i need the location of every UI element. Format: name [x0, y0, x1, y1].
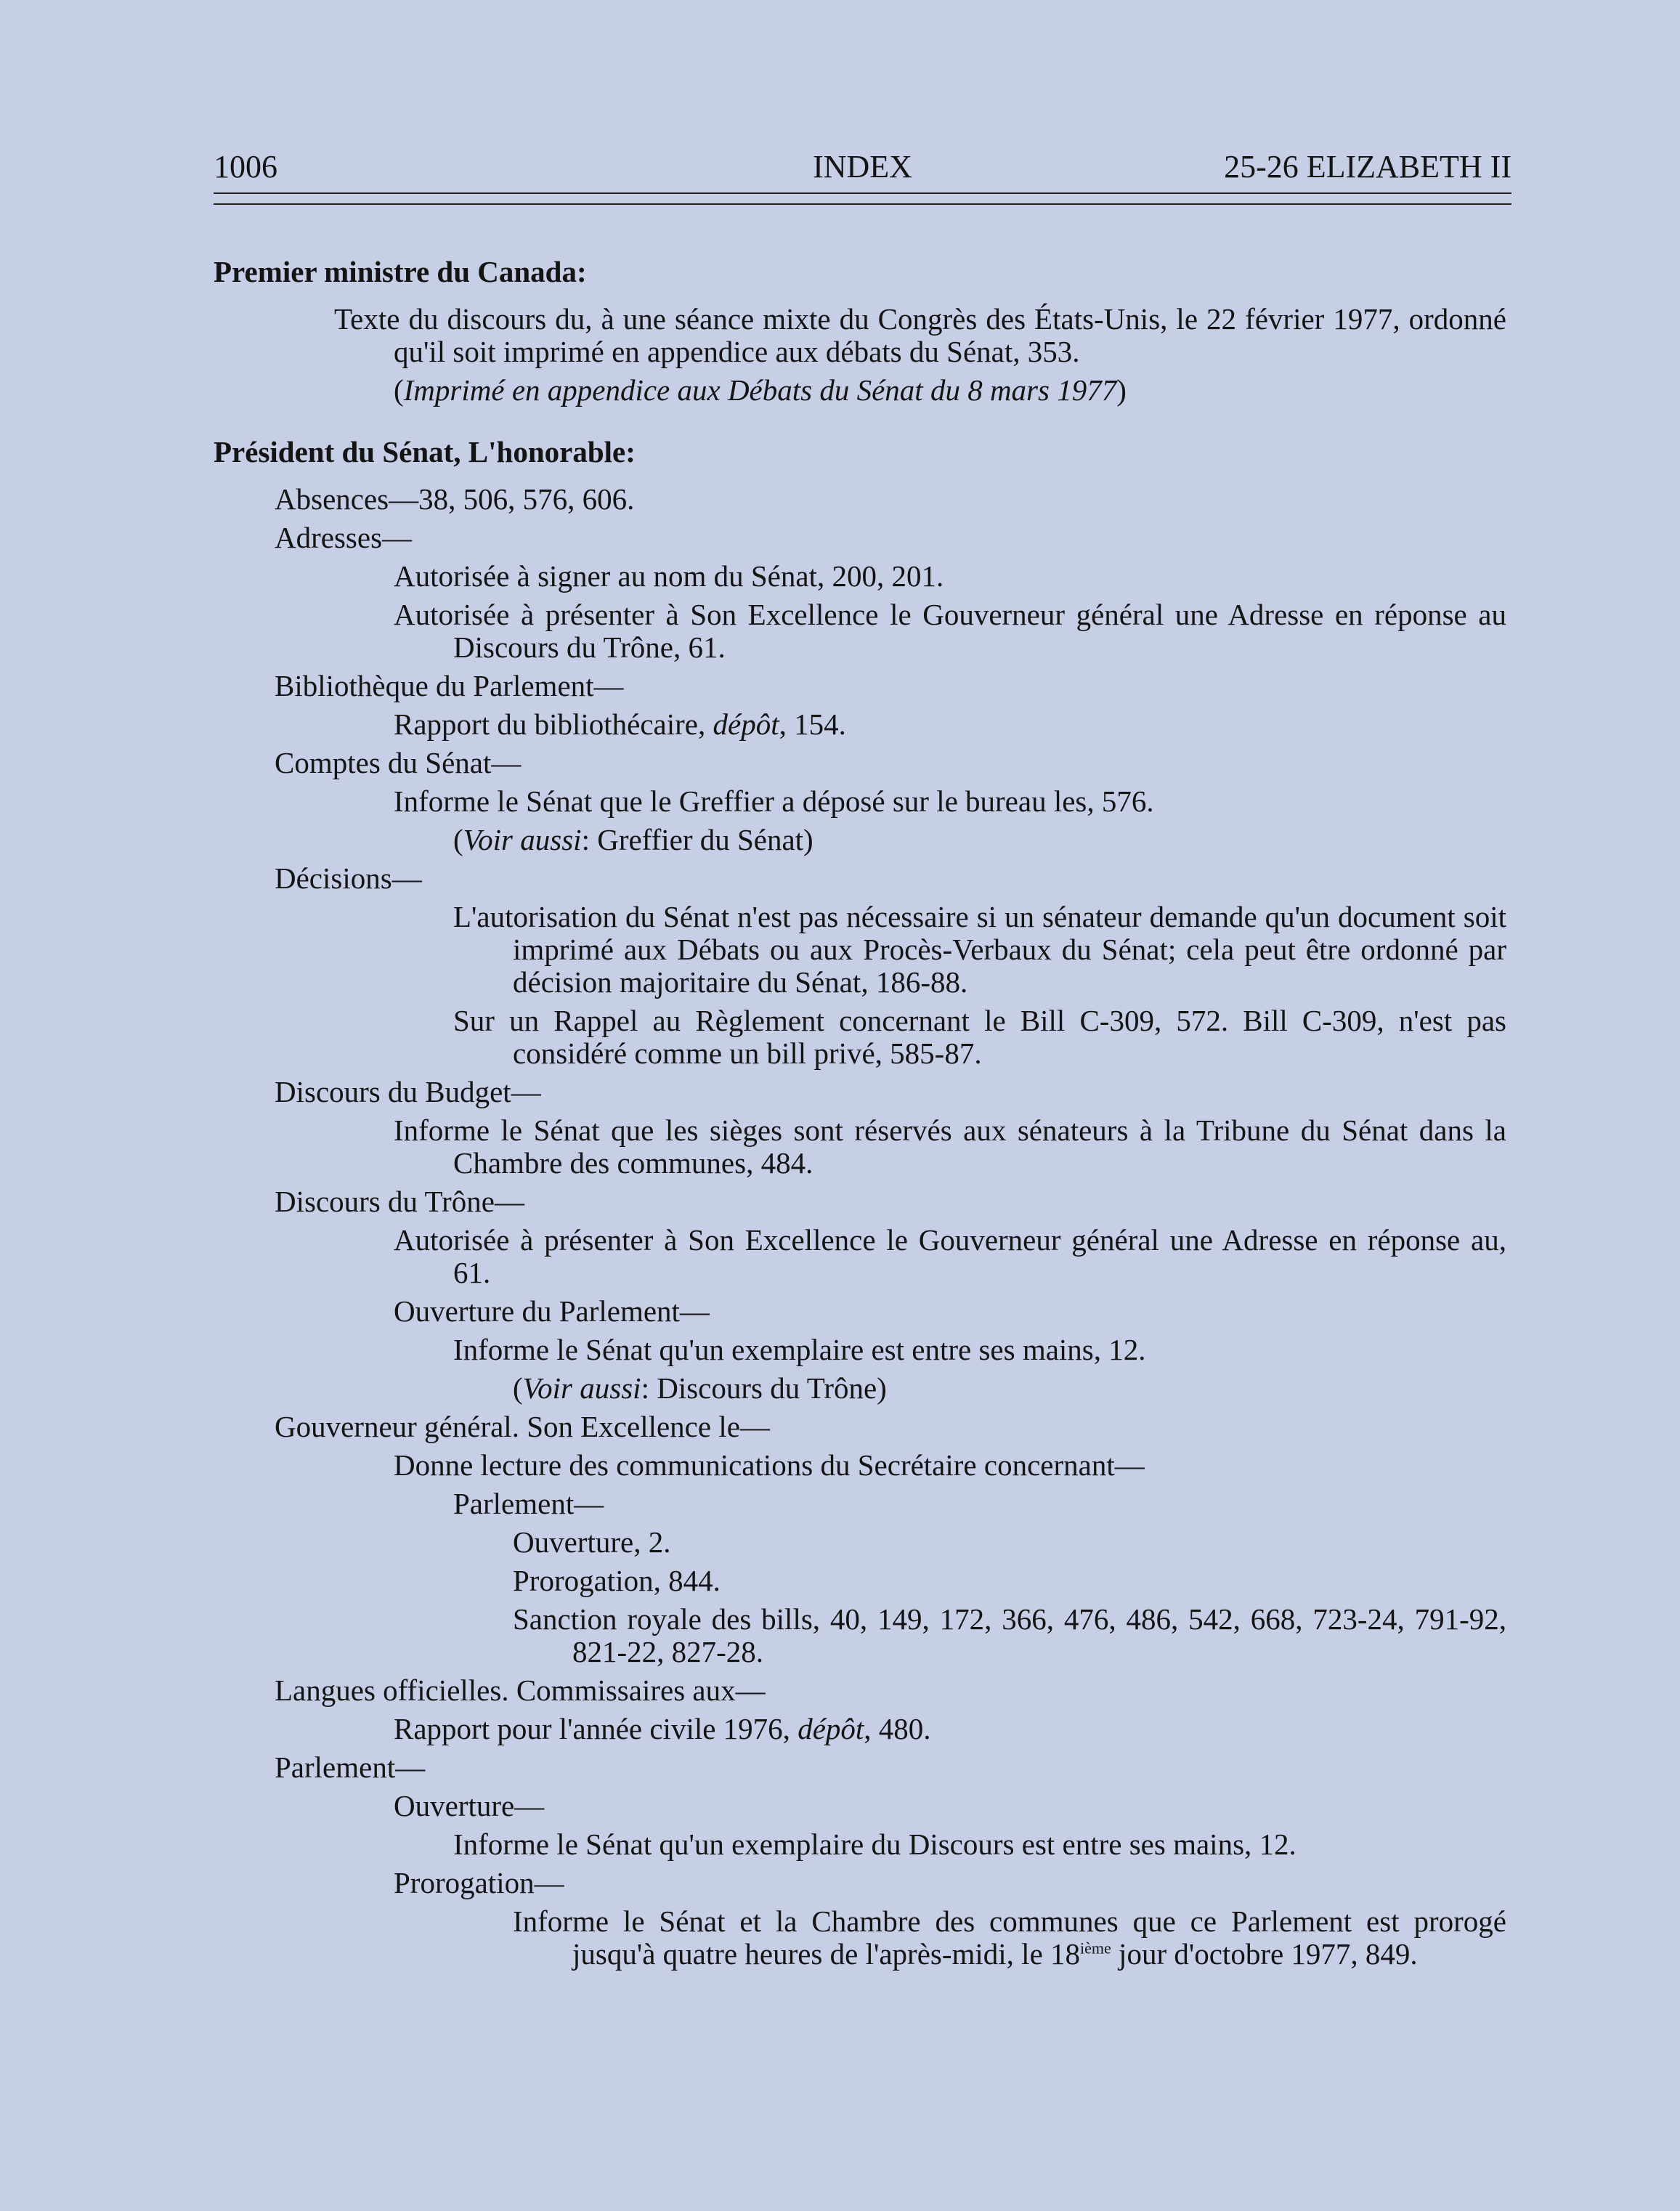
entry-parlement-ouverture-informe: Informe le Sénat qu'un exemplaire du Discours est entre ses mains, 12. — [453, 1827, 1296, 1861]
text-part: , 480. — [864, 1712, 931, 1745]
entry-trone-voir — [214, 1372, 1506, 1405]
text-part: : Discours du Trône) — [641, 1371, 887, 1405]
text-part: Rapport pour l'année civile 1976, — [394, 1712, 798, 1745]
entry-trone-ouverture-informe: Informe le Sénat qu'un exemplaire est entre ses mains, 12. — [453, 1333, 1146, 1366]
text-part: jour d'octobre 1977, 849. — [1111, 1937, 1418, 1971]
entry-parlement-ouverture: Ouverture— — [394, 1789, 545, 1822]
entry-budget-informe: Informe le Sénat que les sièges sont réservés aux sénateurs à la Tribune du Sénat dans la Chambre des communes, 484. — [394, 1113, 1506, 1180]
entry-gouverneur-parlement: Parlement— — [453, 1487, 604, 1520]
entry-langues: Langues officielles. Commissaires aux— — [275, 1674, 766, 1707]
heading-premier-ministre: Premier ministre du Canada: — [214, 255, 587, 288]
regnal-year: 25-26 ELIZABETH II — [1224, 149, 1511, 184]
entry-trone: Discours du Trône— — [275, 1185, 524, 1218]
entry-adresses: Adresses— — [275, 521, 413, 554]
superscript: ième — [1080, 1939, 1111, 1958]
entry-adresses-presenter: Autorisée à présenter à Son Excellence le Gouverneur général une Adresse en réponse au Discours du Trône, 61. — [394, 598, 1506, 664]
entry-parlement-prorogation-informe — [214, 1905, 1506, 1971]
paren-close: ) — [1116, 373, 1127, 407]
text-part: , 154. — [779, 707, 846, 741]
entry-texte-discours: Texte du discours du, à une séance mixte du Congrès des États-Unis, le 22 février 1977, ordonné qu'il soit imprimé en appendice aux débats du Sénat, 353. — [334, 302, 1506, 368]
entry-budget: Discours du Budget— — [275, 1075, 541, 1108]
entry-adresses-signer: Autorisée à signer au nom du Sénat, 200, 201. — [394, 559, 944, 593]
paren-open: ( — [394, 373, 404, 407]
heading-president-senat: Président du Sénat, L'honorable: — [214, 435, 636, 468]
entry-comptes: Comptes du Sénat— — [275, 746, 522, 779]
note-italic: Imprimé en appendice aux Débats du Sénat du 8 mars 1977 — [403, 373, 1117, 407]
text-part: Rapport du bibliothécaire, — [394, 707, 713, 741]
entry-comptes-informe: Informe le Sénat que le Greffier a déposé sur le bureau les, 576. — [394, 784, 1154, 818]
entry-gouverneur-ouverture: Ouverture, 2. — [513, 1525, 671, 1559]
entry-gouverneur-sanction: Sanction royale des bills, 40, 149, 172, 366, 476, 486, 542, 668, 723-24, 791-92, 821-22, 827-28. — [513, 1602, 1506, 1668]
entry-bibliotheque: Bibliothèque du Parlement— — [275, 669, 624, 702]
entry-absences: Absences—38, 506, 576, 606. — [275, 482, 635, 516]
entry-gouverneur-donne: Donne lecture des communications du Secrétaire concernant— — [394, 1448, 1145, 1482]
entry-trone-autorisee: Autorisée à présenter à Son Excellence le Gouverneur général une Adresse en réponse au, 61. — [394, 1223, 1506, 1289]
paren-open: ( — [513, 1371, 523, 1405]
entry-langues-rapport — [214, 1713, 1506, 1745]
entry-decisions: Décisions— — [275, 861, 422, 895]
text-part: Informe le Sénat et la Chambre des communes que ce Parlement est prorogé jusqu'à quatre heures de l'après-midi, le 18 — [513, 1904, 1506, 1971]
paren-open: ( — [453, 823, 463, 856]
entry-trone-ouverture: Ouverture du Parlement— — [394, 1294, 710, 1328]
entry-bibliotheque-rapport — [214, 708, 1506, 741]
entry-parlement: Parlement— — [275, 1750, 426, 1784]
entry-gouverneur: Gouverneur général. Son Excellence le— — [275, 1410, 770, 1443]
entry-parlement-prorogation: Prorogation— — [394, 1866, 564, 1899]
entry-comptes-voir — [214, 824, 1506, 856]
text-italic: Voir aussi — [463, 823, 582, 856]
entry-imprime-note — [214, 374, 1506, 407]
text-italic: dépôt — [798, 1712, 864, 1745]
header-rule-top — [214, 192, 1511, 194]
entry-decisions-autorisation: L'autorisation du Sénat n'est pas nécessaire si un sénateur demande qu'un document soit imprimé aux Débats ou aux Procès-Verbaux du Sénat; cela peut être ordonné par décision majoritaire du Sénat, 186-88. — [453, 900, 1506, 999]
text-italic: dépôt — [713, 707, 779, 741]
index-content — [214, 256, 1506, 1976]
running-head — [214, 148, 1511, 192]
entry-decisions-rappel: Sur un Rappel au Règlement concernant le Bill C-309, 572. Bill C-309, n'est pas considéré comme un bill privé, 585-87. — [453, 1004, 1506, 1070]
entry-gouverneur-prorogation: Prorogation, 844. — [513, 1564, 721, 1597]
text-part: : Greffier du Sénat) — [581, 823, 813, 856]
page-title: INDEX — [813, 149, 912, 184]
header-rule-bottom — [214, 203, 1511, 205]
text-italic: Voir aussi — [522, 1371, 641, 1405]
page-number: 1006 — [214, 149, 277, 184]
